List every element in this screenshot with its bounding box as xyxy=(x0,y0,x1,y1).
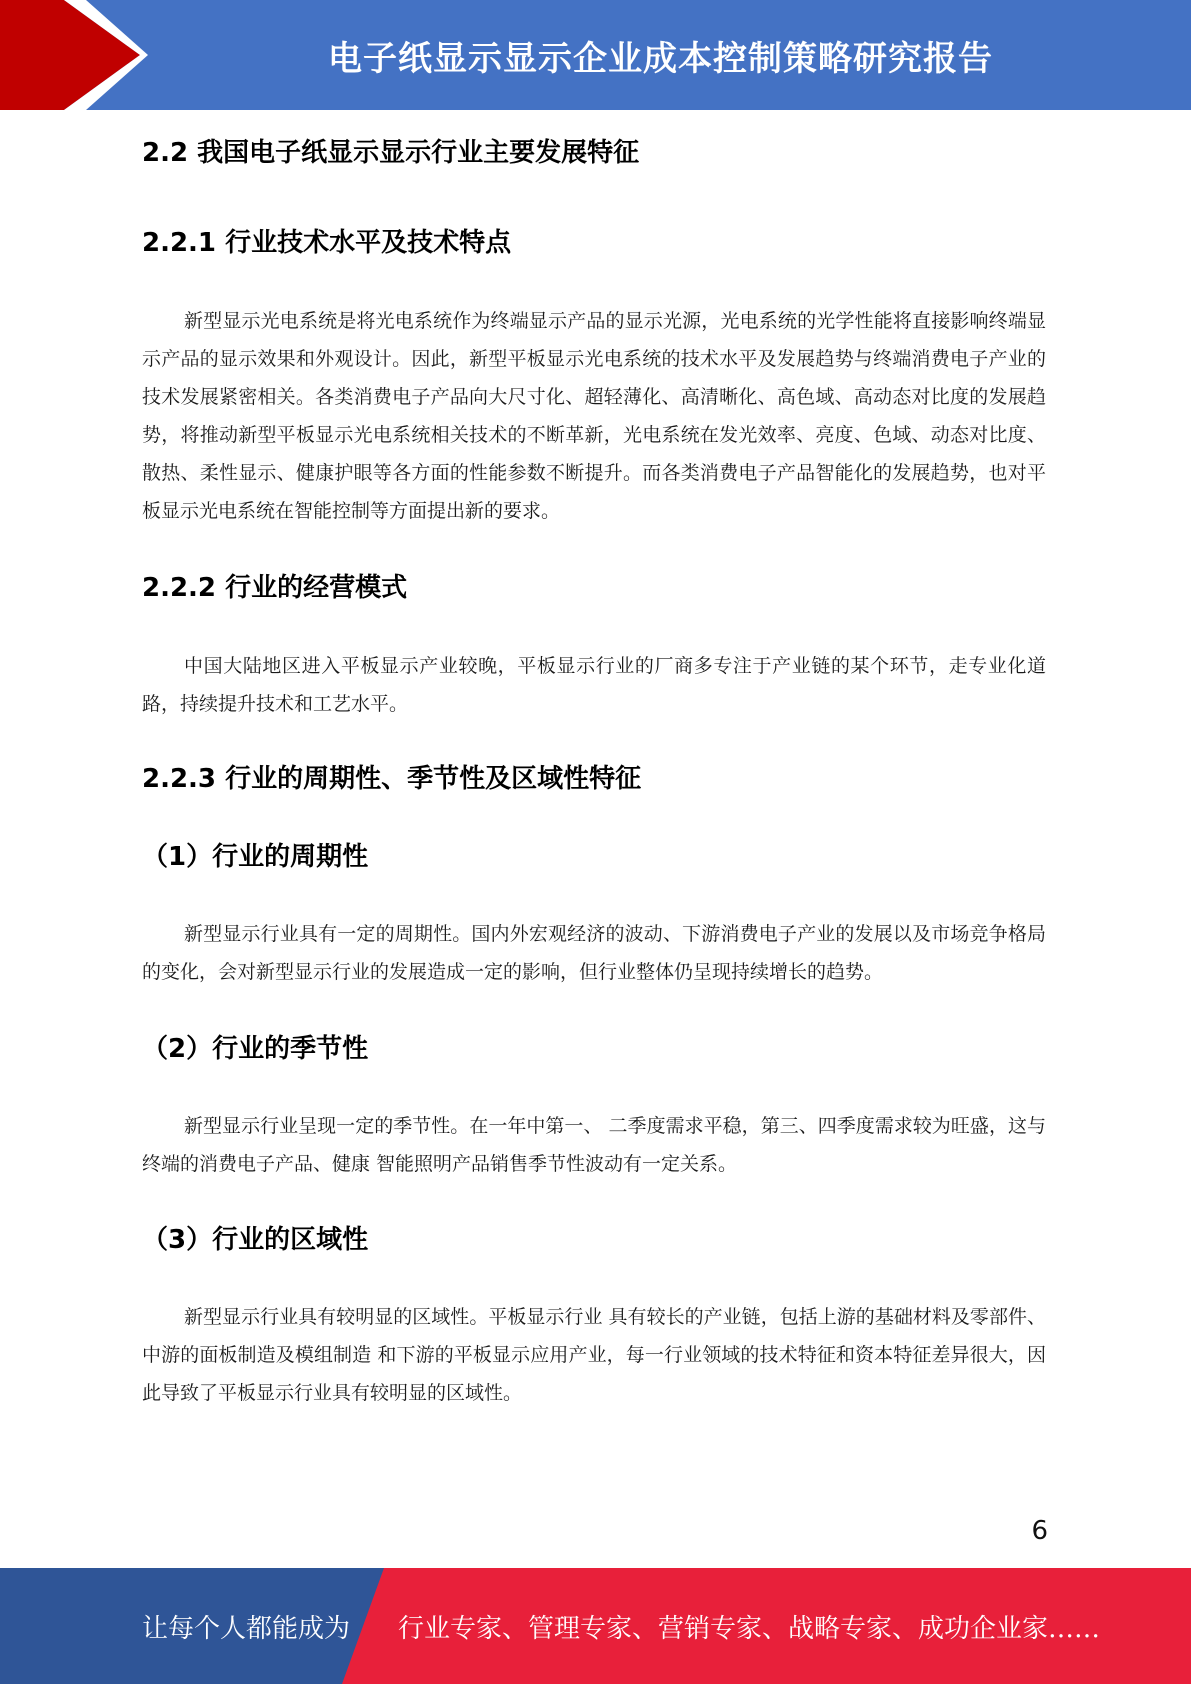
paragraph-tech-level: 新型显示光电系统是将光电系统作为终端显示产品的显示光源，光电系统的光学性能将直接影响终端显示产品的显示效果和外观设计。因此，新型平板显示光电系统的技术水平及发展趋势与终端消费电子产业的技术发展紧密相关。各类消费电子产品向大尺寸化、超轻薄化、高清晰化、高色域、高动态对比度的发展趋势，将推动新型平板显示光电系统相关技术的不断革新，光电系统在发光效率、亮度、色域、动态对比度、散热、柔性显示、健康护眼等各方面的性能参数不断提升。而各类消费电子产品智能化的发展趋势，也对平板显示光电系统在智能控制等方面提出新的要求。 xyxy=(142,310,1046,522)
subheading-cyclicality: （1）行业的周期性 xyxy=(142,842,369,872)
paragraph-business-model: 中国大陆地区进入平板显示产业较晚，平板显示行业的厂商多专注于产业链的某个环节，走专业化道路，持续提升技术和工艺水平。 xyxy=(142,655,1046,715)
subheading-regionality: （3）行业的区域性 xyxy=(142,1225,369,1255)
page-number: 6 xyxy=(1031,1516,1048,1546)
subheading-seasonality: （2）行业的季节性 xyxy=(142,1034,369,1064)
paragraph-regionality: 新型显示行业具有较明显的区域性。平板显示行业 具有较长的产业链，包括上游的基础材料及零部件、中游的面板制造及模组制造 和下游的平板显示应用产业，每一行业领域的技术特征和资本特征差异很大，因 此导致了平板显示行业具有较明显的区域性。 xyxy=(142,1306,1046,1404)
page-header xyxy=(0,0,1191,110)
footer-slogan-left: 让每个人都能成为 xyxy=(142,1613,351,1644)
document-title: 电子纸显示显示企业成本控制策略研究报告 xyxy=(328,38,993,79)
section-heading-2-2-3: 2.2.3 行业的周期性、季节性及区域性特征 xyxy=(142,764,642,794)
page-footer xyxy=(0,1568,1191,1684)
section-heading-2-2-2: 2.2.2 行业的经营模式 xyxy=(142,573,408,603)
section-heading-2-2: 2.2 我国电子纸显示显示行业主要发展特征 xyxy=(142,138,640,168)
paragraph-seasonality: 新型显示行业呈现一定的季节性。在一年中第一、 二季度需求平稳，第三、四季度需求较为旺盛，这与终端的消费电子产品、健康 智能照明产品销售季节性波动有一定关系。 xyxy=(142,1115,1046,1175)
section-heading-2-2-1: 2.2.1 行业技术水平及技术特点 xyxy=(142,228,512,258)
footer-slogan-right: 行业专家、管理专家、营销专家、战略专家、成功企业家…… xyxy=(398,1613,1101,1644)
paragraph-cyclicality: 新型显示行业具有一定的周期性。国内外宏观经济的波动、下游消费电子产业的发展以及市场竞争格局的变化，会对新型显示行业的发展造成一定的影响，但行业整体仍呈现持续增长的趋势。 xyxy=(142,923,1046,983)
